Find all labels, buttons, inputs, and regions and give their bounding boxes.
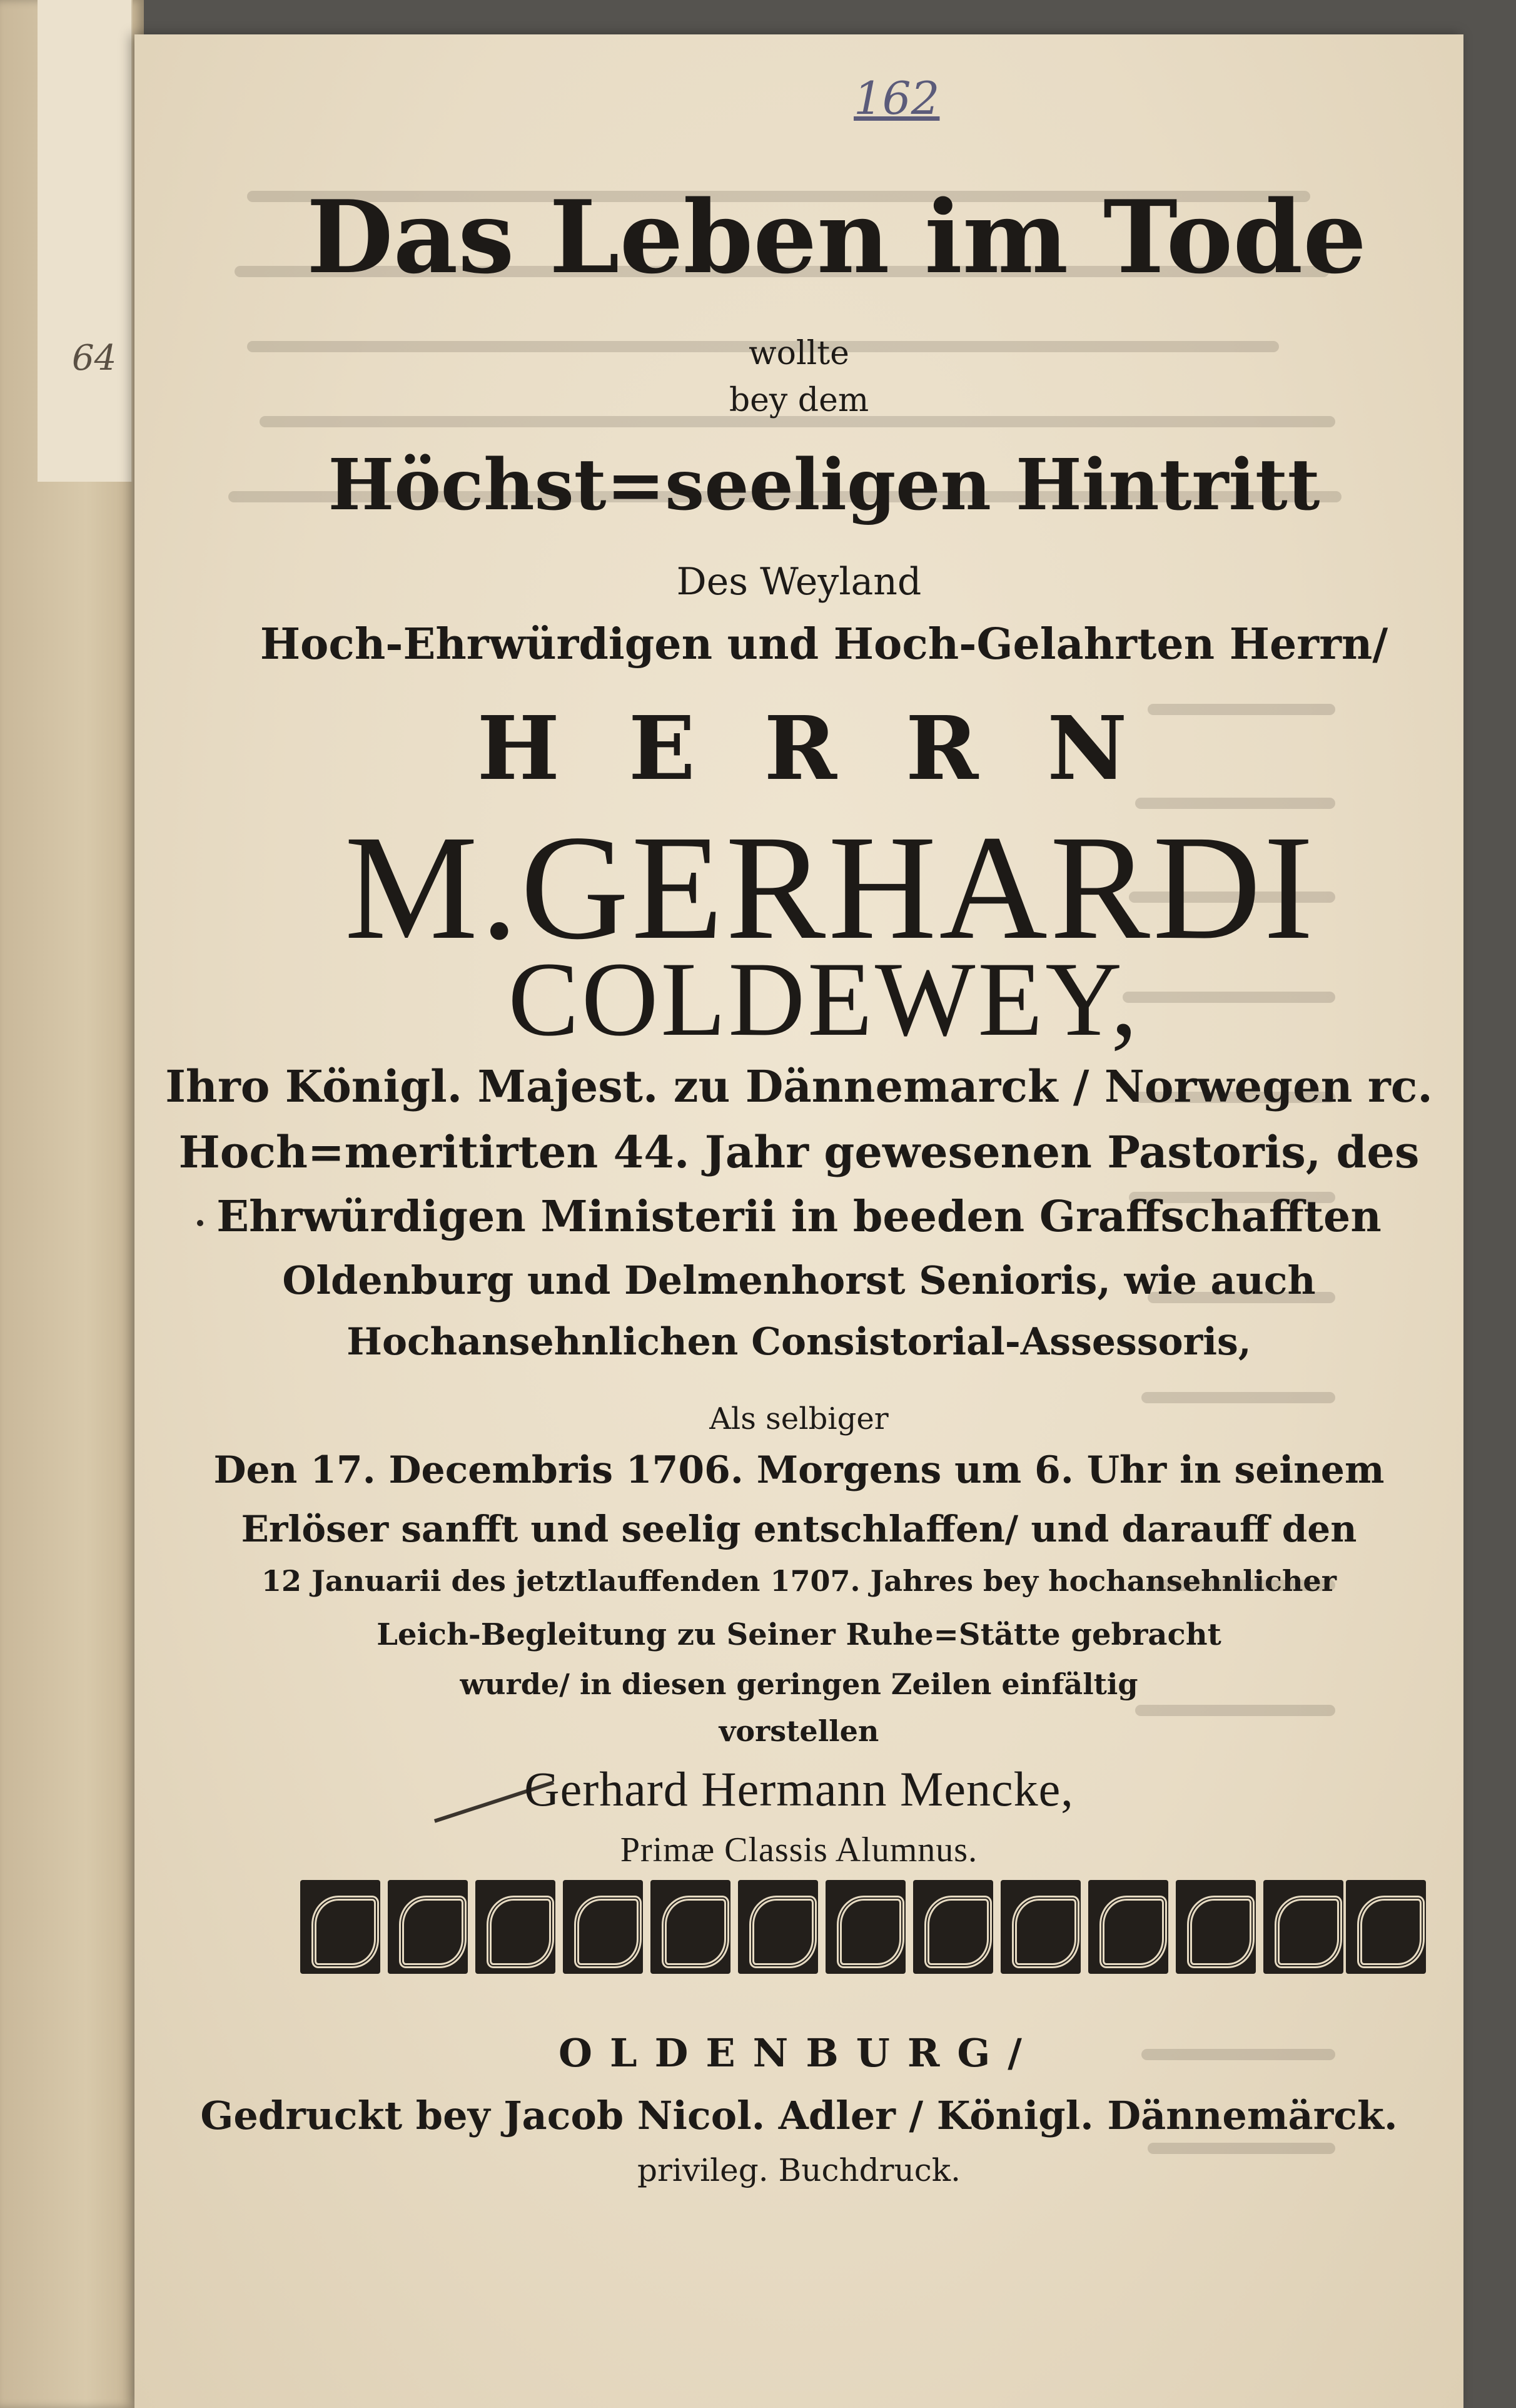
imprint-place: OLDENBURG/	[558, 2030, 1039, 2076]
body-line-2: Hoch=meritirten 44. Jahr gewesenen Pastoris, des	[178, 1126, 1420, 1178]
line-hintritt: Höchst=seeligen Hintritt	[328, 444, 1320, 526]
ornament-band	[300, 1880, 1426, 1974]
title-page	[134, 34, 1463, 2408]
imprint-printer: Gedruckt bey Jacob Nicol. Adler / Königl. Dännemärck.	[200, 2093, 1398, 2138]
date-line-1: Den 17. Decembris 1706. Morgens um 6. Uhr in seinem	[213, 1448, 1385, 1492]
title: Das Leben im Tode	[306, 178, 1367, 296]
body-line-1: Ihro Königl. Majest. zu Dännemarck / Norwegen rc.	[165, 1060, 1433, 1112]
catalog-number: 162	[854, 72, 940, 124]
leaf-number: 64	[72, 338, 117, 378]
body-line-5: Hochansehnlichen Consistorial-Assessoris,	[346, 1320, 1251, 1364]
leaf-tab	[38, 0, 133, 482]
date-line-6: vorstellen	[719, 1714, 879, 1748]
name-line-1: M.GERHARDI	[344, 804, 1316, 970]
line-hoch-ehrwuerdigen: Hoch-Ehrwürdigen und Hoch-Gelahrten Herrn/	[260, 619, 1388, 669]
date-line-2: Erlöser sanfft und seelig entschlaffen/ und darauff den	[241, 1508, 1357, 1550]
author-name: Gerhard Hermann Mencke,	[524, 1762, 1074, 1816]
body-line-4: Oldenburg und Delmenhorst Senioris, wie auch	[282, 1257, 1316, 1303]
line-wollte: wollte	[749, 335, 849, 372]
line-bey-dem: bey dem	[729, 382, 869, 419]
date-line-5: wurde/ in diesen geringen Zeilen einfältig	[460, 1667, 1138, 1701]
als-selbiger: Als selbiger	[709, 1401, 889, 1436]
date-line-3: 12 Januarii des jetztlauffenden 1707. Jahres bey hochansehnlicher	[261, 1564, 1337, 1598]
body-line-3: Ehrwürdigen Ministerii in beeden Graffschafften	[216, 1192, 1382, 1242]
imprint-privileg: privileg. Buchdruck.	[637, 2152, 961, 2188]
name-line-2: COLDEWEY,	[508, 940, 1140, 1058]
author-title: Primæ Classis Alumnus.	[620, 1831, 978, 1869]
date-line-4: Leich-Begleitung zu Seiner Ruhe=Stätte gebracht	[376, 1617, 1221, 1652]
ink-speck	[197, 1220, 203, 1226]
line-herrn: HERRN	[477, 698, 1196, 800]
line-des-weyland: Des Weyland	[676, 560, 922, 604]
